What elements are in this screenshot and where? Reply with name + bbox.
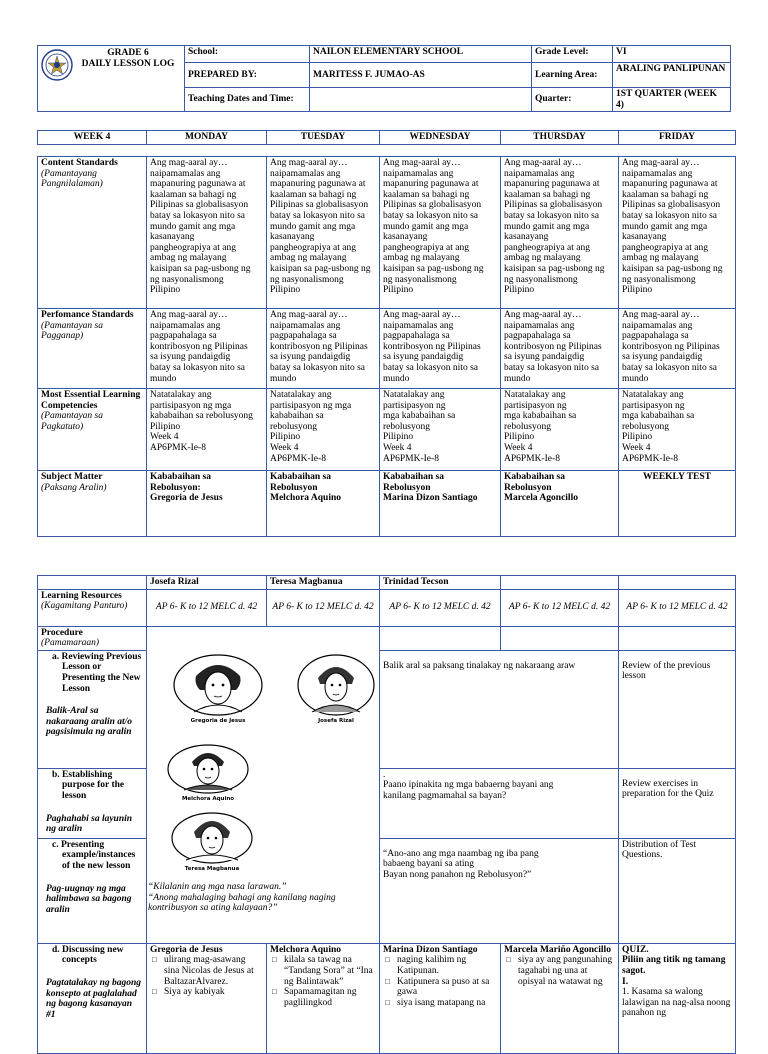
resources-fri: AP 6- K to 12 MELC d. 42 <box>619 589 736 626</box>
subject-matter-row <box>38 471 736 537</box>
lesson-table-top <box>37 156 736 537</box>
step-b-wed: . Paano ipinakita ng mga babaerng bayani ang kanilang pagmamahal sa bayan? <box>380 768 619 838</box>
step-a-label: a. Reviewing Previous Lesson or Presenting the New Lesson Balik-Aral sa nakaraang aralin at/o pagsisimula ng aralin <box>38 650 147 768</box>
performance-standards-tue: Ang mag-aaral ay… naipamamalas ang pagpapahalaga sa kontribosyon ng Pilipinas sa isyung pandaigdig batay sa lokasyon nito sa mundo <box>267 309 380 389</box>
competencies-label: Most Essential Learning Competencies (Pamantayan sa Pagkatuto) <box>38 389 147 471</box>
resources-tue: AP 6- K to 12 MELC d. 42 <box>267 589 380 626</box>
step-c-row <box>38 838 736 943</box>
list-item: □ kilala sa tawag na “Tandang Sora” at “Ina ng Balintawak” <box>270 955 376 987</box>
subject-matter-fri: WEEKLY TEST <box>619 471 736 537</box>
competencies-wed: Natatalakay ang partisipasyon ng mga kababaihan sa rebolusyong Pilipino Week 4 AP6PMK-Ie-8 <box>380 389 501 471</box>
subject-matter-continued-row <box>38 576 736 590</box>
thursday-header: THURSDAY <box>501 131 619 145</box>
subject-continued-thu <box>501 576 619 590</box>
list-item: □ Katipunera sa puso at sa gawa <box>383 977 497 998</box>
wednesday-header: WEDNESDAY <box>380 131 501 145</box>
step-d-tue: Melchora Aquino □ kilala sa tawag na “Tandang Sora” at “Ina ng Balintawak” □ Sapamamagitan ng paglilingkod <box>267 943 380 1053</box>
lesson-table-bottom <box>37 575 736 1054</box>
resources-mon: AP 6- K to 12 MELC d. 42 <box>147 589 267 626</box>
step-d-mon: Gregoria de Jesus □ ulirang mag-asawang sina Nicolas de Jesus at BaltazarAlvarez. □ Siya ay kabiyak <box>147 943 267 1053</box>
step-a-wed: Balik aral sa paksang tinalakay ng nakaraang araw <box>380 650 619 768</box>
subject-continued-tue: Teresa Magbanua <box>267 576 380 590</box>
resources-wed: AP 6- K to 12 MELC d. 42 <box>380 589 501 626</box>
school-label: School: <box>185 46 310 63</box>
subject-continued-mon: Josefa Rizal <box>147 576 267 590</box>
portrait-caption: Teresa Magbanua <box>184 866 240 872</box>
list-item: □ siya isang matapang na <box>383 998 497 1009</box>
step-d-thu: Marcela Mariño Agoncillo □ siya ay ang pangunahing tagahabi ng una at opisyal na watawat ng <box>501 943 619 1053</box>
subject-matter-continued-label <box>38 576 147 590</box>
list-item: □ Sapamamagitan ng paglilingkod <box>270 987 376 1008</box>
subject-matter-wed: Kababaihan sa Rebolusyon Marina Dizon Santiago <box>380 471 501 537</box>
portrait-question-caption: “Kilalanin ang mga nasa larawan.” “Anong mahalaging bahagi ang kanilang naging kontribusyon sa ating kalayaan?” <box>148 882 336 914</box>
subject-matter-tue: Kababaihan sa Rebolusyon Melchora Aquino <box>267 471 380 537</box>
procedure-row <box>38 626 736 650</box>
portrait-teresa <box>170 812 254 875</box>
days-header <box>37 130 736 145</box>
list-item: □ ulirang mag-asawang sina Nicolas de Jesus at BaltazarAlvarez. <box>150 955 263 987</box>
portrait-melchora <box>166 744 250 805</box>
content-standards-label: Content Standards (Pamantayang Pangnilalaman) <box>38 157 147 309</box>
tuesday-header: TUESDAY <box>267 131 380 145</box>
competencies-thu: Natatalakay ang partisipasyon ng mga kababaihan sa rebolusyong Pilipino Week 4 AP6PMK-Ie-8 <box>501 389 619 471</box>
learning-area-label: Learning Area: <box>532 63 613 88</box>
subject-continued-wed: Trinidad Tecson <box>380 576 501 590</box>
subject-matter-thu: Kababaihan sa Rebolusyon Marcela Agoncillo <box>501 471 619 537</box>
step-c-wed: “Ano-ano ang mga naambag ng iba pang babaeng bayani sa ating Bayan nong panahon ng Rebolusyon?” <box>380 838 619 943</box>
header-table <box>37 45 731 112</box>
prepared-value: MARITESS F. JUMAO-AS <box>310 63 532 88</box>
subject-matter-label: Subject Matter (Paksang Aralin) <box>38 471 147 537</box>
competencies-tue: Natatalakay ang partisipasyon ng mga kababaihan sa rebolusyong Pilipino Week 4 AP6PMK-Ie-8 <box>267 389 380 471</box>
step-b-label: b. Establishing purpose for the lesson Paghahabi sa layunin ng aralin <box>38 768 147 838</box>
step-d-label: d. Discussing new concepts Pagtatalakay ng bagong konsepto at paglalahad ng bagong kasanayan #1 <box>38 943 147 1053</box>
header-title-cell <box>38 46 185 112</box>
portrait-caption: Gregoria de Jesus <box>190 718 246 724</box>
step-d-fri: QUIZ. Piliin ang titik ng tamang sagot. I. 1. Kasama sa walong lalawigan na nag-alsa noong panahon ng <box>619 943 736 1053</box>
content-standards-fri: Ang mag-aaral ay… naipamamalas ang mapanuring pagunawa at kaalaman sa bahagi ng Pilipinas sa globalisasyon batay sa lokasyon nito sa mundo gamit ang mga kasanayang pangheograpiya at ang ambag ng malayang kaisipan sa pag-usbong ng ng nasyonalismong Pilipino <box>619 157 736 309</box>
competencies-fri: Natatalakay ang partisipasyon ng mga kababaihan sa rebolusyong Pilipino Week 4 AP6PMK-Ie-8 <box>619 389 736 471</box>
list-item: □ siya ay ang pangunahing tagahabi ng una at opisyal na watawat ng <box>504 955 615 987</box>
dates-label: Teaching Dates and Time: <box>185 88 310 112</box>
performance-standards-thu: Ang mag-aaral ay… naipamamalas ang pagpapahalaga sa kontribosyon ng Pilipinas sa isyung pandaigdig batay sa lokasyon nito sa mundo <box>501 309 619 389</box>
performance-standards-wed: Ang mag-aaral ay… naipamamalas ang pagpapahalaga sa kontribosyon ng Pilipinas sa isyung pandaigdig batay sa lokasyon nito sa mundo <box>380 309 501 389</box>
step-a-row <box>38 650 736 768</box>
grade-level-label: Grade Level: <box>532 46 613 63</box>
quarter-value: 1ST QUARTER (WEEK 4) <box>613 88 731 112</box>
step-d-row <box>38 943 736 1053</box>
dates-value <box>310 88 532 112</box>
subject-continued-fri <box>619 576 736 590</box>
performance-standards-fri: Ang mag-aaral ay… naipamamalas ang pagpapahalaga sa kontribosyon ng Pilipinas sa isyung pandaigdig batay sa lokasyon nito sa mundo <box>619 309 736 389</box>
list-item: □ Siya ay kabiyak <box>150 987 263 998</box>
learning-area-value: ARALING PANLIPUNAN <box>613 63 731 88</box>
portrait-josefa <box>296 654 376 727</box>
portrait-gregoria <box>172 654 264 727</box>
procedure-label: Procedure (Pamamaraan) <box>38 626 147 650</box>
performance-standards-row <box>38 309 736 389</box>
log-title: DAILY LESSON LOG <box>81 58 175 69</box>
resources-thu: AP 6- K to 12 MELC d. 42 <box>501 589 619 626</box>
content-standards-tue: Ang mag-aaral ay… naipamamalas ang mapanuring pagunawa at kaalaman sa bahagi ng Pilipinas sa globalisasyon batay sa lokasyon nito sa mundo gamit ang mga kasanayang pangheograpiya at ang ambag ng malayang kaisipan sa pag-usbong ng ng nasyonalismong Pilipino <box>267 157 380 309</box>
monday-header: MONDAY <box>147 131 267 145</box>
performance-standards-label: Perfomance Standards (Pamantayan sa Pagganap) <box>38 309 147 389</box>
portrait-caption: Josefa Rizal <box>318 718 354 724</box>
prepared-label: PREPARED BY: <box>185 63 310 88</box>
learning-resources-label: Learning Resources (Kagamitang Panturo) <box>38 589 147 626</box>
content-standards-row <box>38 157 736 309</box>
content-standards-thu: Ang mag-aaral ay… naipamamalas ang mapanuring pagunawa at kaalaman sa bahagi ng Pilipinas sa globalisasyon batay sa lokasyon nito sa mundo gamit ang mga kasanayang pangheograpiya at ang ambag ng malayang kaisipan sa pag-usbong ng ng nasyonalismong Pilipino <box>501 157 619 309</box>
grade-level-value: VI <box>613 46 731 63</box>
list-item: □ naging kalihim ng Katipunan. <box>383 955 497 976</box>
deped-logo <box>41 49 73 81</box>
school-value: NAILON ELEMENTARY SCHOOL <box>310 46 532 63</box>
step-c-label: c. Presenting example/instances of the new lesson Pag-uugnay ng mga halimbawa sa bagong aralin <box>38 838 147 943</box>
content-standards-wed: Ang mag-aaral ay… naipamamalas ang mapanuring pagunawa at kaalaman sa bahagi ng Pilipinas sa globalisasyon batay sa lokasyon nito sa mundo gamit ang mga kasanayang pangheograpiya at ang ambag ng malayang kaisipan sa pag-usbong ng ng nasyonalismong Pilipino <box>380 157 501 309</box>
content-standards-mon: Ang mag-aaral ay… naipamamalas ang mapanuring pagunawa at kaalaman sa bahagi ng Pilipinas sa globalisasyon batay sa lokasyon nito sa mundo gamit ang mga kasanayang pangheograpiya at ang ambag ng malayang kaisipan sa pag-usbong ng ng nasyonalismong Pilipino <box>147 157 267 309</box>
friday-header: FRIDAY <box>619 131 736 145</box>
competencies-mon: Natatalakay ang partisipasyon ng mga kababaihan sa rebolusyong Pilipino Week 4 AP6PMK-Ie-8 <box>147 389 267 471</box>
step-b-fri: Review exercises in preparation for the Quiz <box>619 768 736 838</box>
subject-matter-mon: Kababaihan sa Rebolusyon: Gregoria de Jesus <box>147 471 267 537</box>
week-header: WEEK 4 <box>38 131 147 145</box>
quarter-label: Quarter: <box>532 88 613 112</box>
learning-resources-row <box>38 589 736 626</box>
step-d-wed: Marina Dizon Santiago □ naging kalihim ng Katipunan. □ Katipunera sa puso at sa gawa □ siya isang matapang na <box>380 943 501 1053</box>
step-b-row <box>38 768 736 838</box>
grade-label: GRADE 6 <box>107 48 149 58</box>
performance-standards-mon: Ang mag-aaral ay… naipamamalas ang pagpapahalaga sa kontribosyon ng Pilipinas sa isyung pandaigdig batay sa lokasyon nito sa mundo <box>147 309 267 389</box>
step-c-fri: Distribution of Test Questions. <box>619 838 736 943</box>
portrait-caption: Melchora Aquino <box>181 796 235 802</box>
step-a-fri: Review of the previous lesson <box>619 650 736 768</box>
competencies-row <box>38 389 736 471</box>
